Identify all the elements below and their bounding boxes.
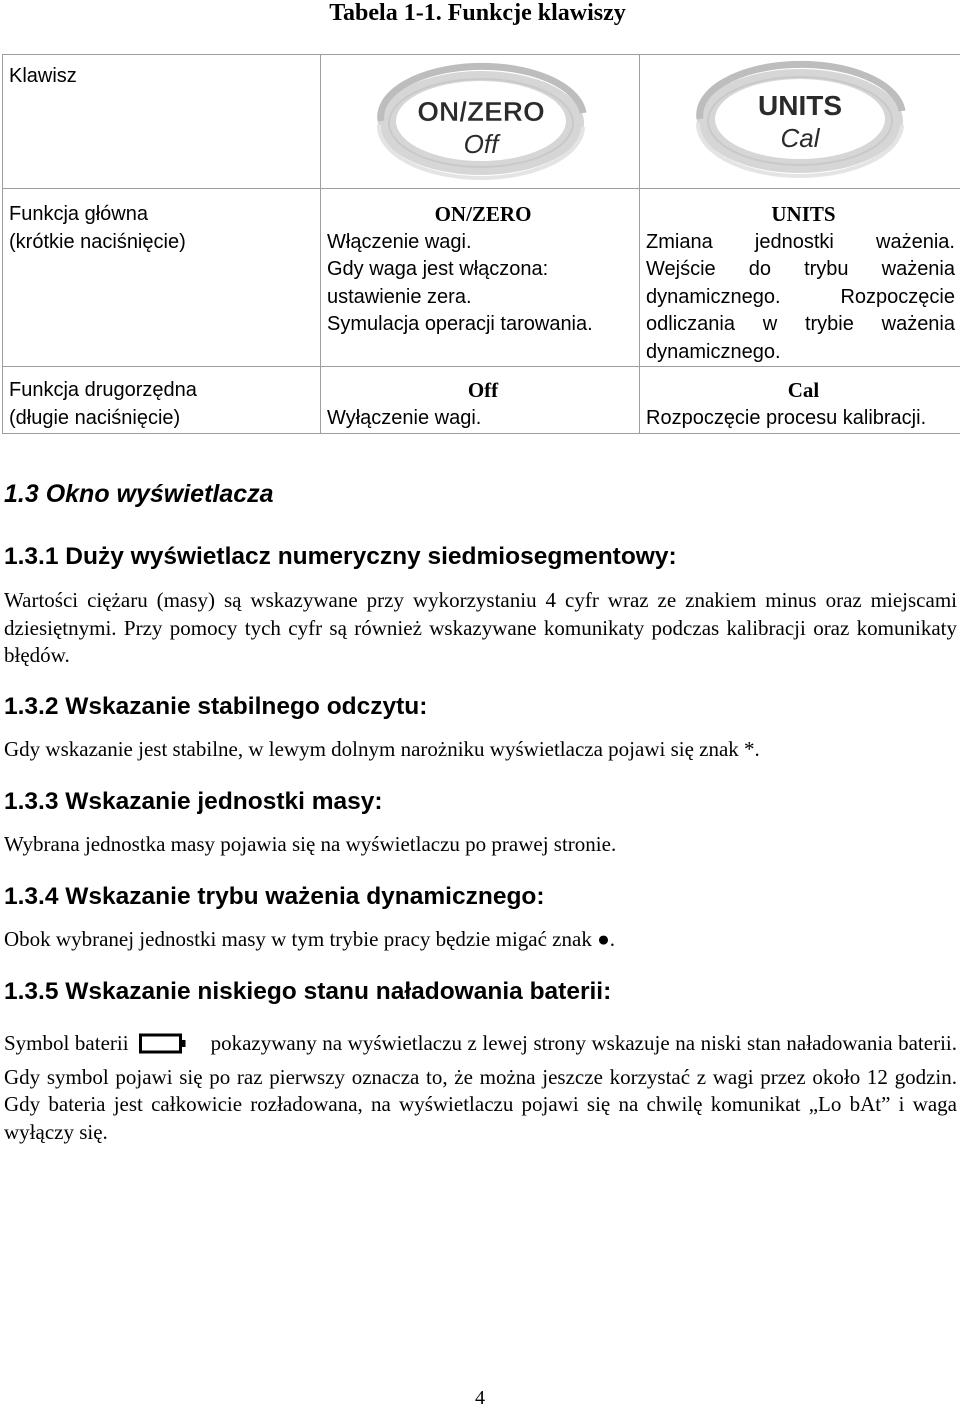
cell-units-main — [640, 189, 960, 367]
row-label-second — [3, 367, 321, 434]
cell-on-zero-button — [321, 55, 640, 189]
battery-text-after: pokazywany na wyświetlaczu z lewej strony wskazuje na niski stan naładowania baterii. Gdy symbol pojawi się po raz pierwszy oznacza to, że można jeszcze korzystać z wagi przez około 12 godzin. Gdy bateria jest całkowicie rozładowana, na wyświetlaczu pojawi się na chwilę komunikat „Lo bAt” i waga wyłączy się. — [4, 1031, 957, 1144]
paragraph-1-3-1: Wartości ciężaru (masy) są wskazywane przy wykorzystaniu 4 cyfr wraz ze znakiem minus oraz miejscami dziesiętnymi. Przy pomocy tych cyfr są również wskazywane komunikaty podczas kalibracji oraz komunikaty błędów. — [4, 588, 957, 667]
on-zero-second-title: Off — [467, 378, 499, 402]
row-label-second-line2: (długie naciśnięcie) — [9, 406, 181, 429]
row-label-main — [3, 189, 321, 367]
section-heading: 1.3 Okno wyświetlacza — [4, 480, 274, 508]
page-number: 4 — [475, 1387, 485, 1409]
on-zero-button-icon — [321, 55, 639, 188]
units-second-text: Rozpoczęcie procesu kalibracji. — [646, 406, 927, 429]
on-zero-main-line: Gdy waga jest włączona: — [327, 258, 549, 280]
paragraph-1-3-2: Gdy wskazanie jest stabilne, w lewym dolnym narożniku wyświetlacza pojawi się znak *. — [4, 737, 760, 761]
units-button-bottom-label: Cal — [780, 123, 820, 153]
units-button-icon — [640, 55, 960, 188]
paragraph-1-3-3: Wybrana jednostka masy pojawia się na wyświetlaczu po prawej stronie. — [4, 832, 617, 856]
on-zero-button-bottom-label: Off — [463, 129, 499, 159]
row-label-key — [3, 55, 321, 189]
table-title: Tabela 1-1. Funkcje klawiszy — [329, 0, 626, 26]
on-zero-main-content — [321, 189, 639, 339]
cell-on-zero-main — [321, 189, 640, 367]
row-label-text: Klawisz — [9, 65, 77, 87]
table-row-key — [3, 55, 960, 189]
battery-icon — [139, 1032, 187, 1064]
units-second-title: Cal — [787, 378, 820, 402]
row-label-main-line1: Funkcja główna — [9, 203, 148, 225]
subsection-heading-1-3-3: 1.3.3 Wskazanie jednostki masy: — [4, 788, 383, 815]
units-second-content — [640, 367, 960, 432]
units-main-title: UNITS — [771, 202, 836, 226]
row-label-main-line2: (krótkie naciśnięcie) — [9, 230, 186, 253]
paragraph-1-3-5 — [4, 1030, 957, 1146]
on-zero-main-line: Symulacja operacji tarowania. — [327, 313, 593, 335]
subsection-heading-1-3-2: 1.3.2 Wskazanie stabilnego odczytu: — [4, 693, 428, 720]
paragraph-1-3-4: Obok wybranej jednostki masy w tym trybie pracy będzie migać znak ●. — [4, 927, 616, 951]
on-zero-main-title: ON/ZERO — [434, 202, 532, 226]
battery-text-before: Symbol baterii — [4, 1031, 129, 1055]
subsection-heading-1-3-1: 1.3.1 Duży wyświetlacz numeryczny siedmiosegmentowy: — [4, 543, 677, 570]
key-functions-table — [2, 54, 960, 434]
cell-units-button — [640, 55, 960, 189]
on-zero-main-line: Włączenie wagi. — [327, 230, 472, 253]
on-zero-button-top-label: ON/ZERO — [417, 96, 545, 127]
table-row-main-function — [3, 189, 960, 367]
cell-on-zero-second — [321, 367, 640, 434]
row-label-main-text — [3, 189, 320, 256]
table-row-second-function — [3, 367, 960, 434]
units-main-content — [640, 189, 960, 366]
on-zero-second-content — [321, 367, 639, 432]
row-label-second-text — [3, 367, 320, 432]
subsection-heading-1-3-5: 1.3.5 Wskazanie niskiego stanu naładowania baterii: — [4, 978, 612, 1005]
on-zero-main-line: ustawienie zera. — [327, 285, 472, 308]
cell-units-second — [640, 367, 960, 434]
on-zero-second-text: Wyłączenie wagi. — [327, 406, 482, 429]
units-main-text: Zmiana jednostki ważenia. Wejście do trybu ważenia dynamicznego. Rozpoczęcie odliczania w trybie ważenia dynamicznego. — [646, 230, 955, 363]
units-button-top-label: UNITS — [758, 90, 842, 121]
row-label-second-line1: Funkcja drugorzędna — [9, 379, 197, 401]
subsection-heading-1-3-4: 1.3.4 Wskazanie trybu ważenia dynamicznego: — [4, 883, 545, 910]
